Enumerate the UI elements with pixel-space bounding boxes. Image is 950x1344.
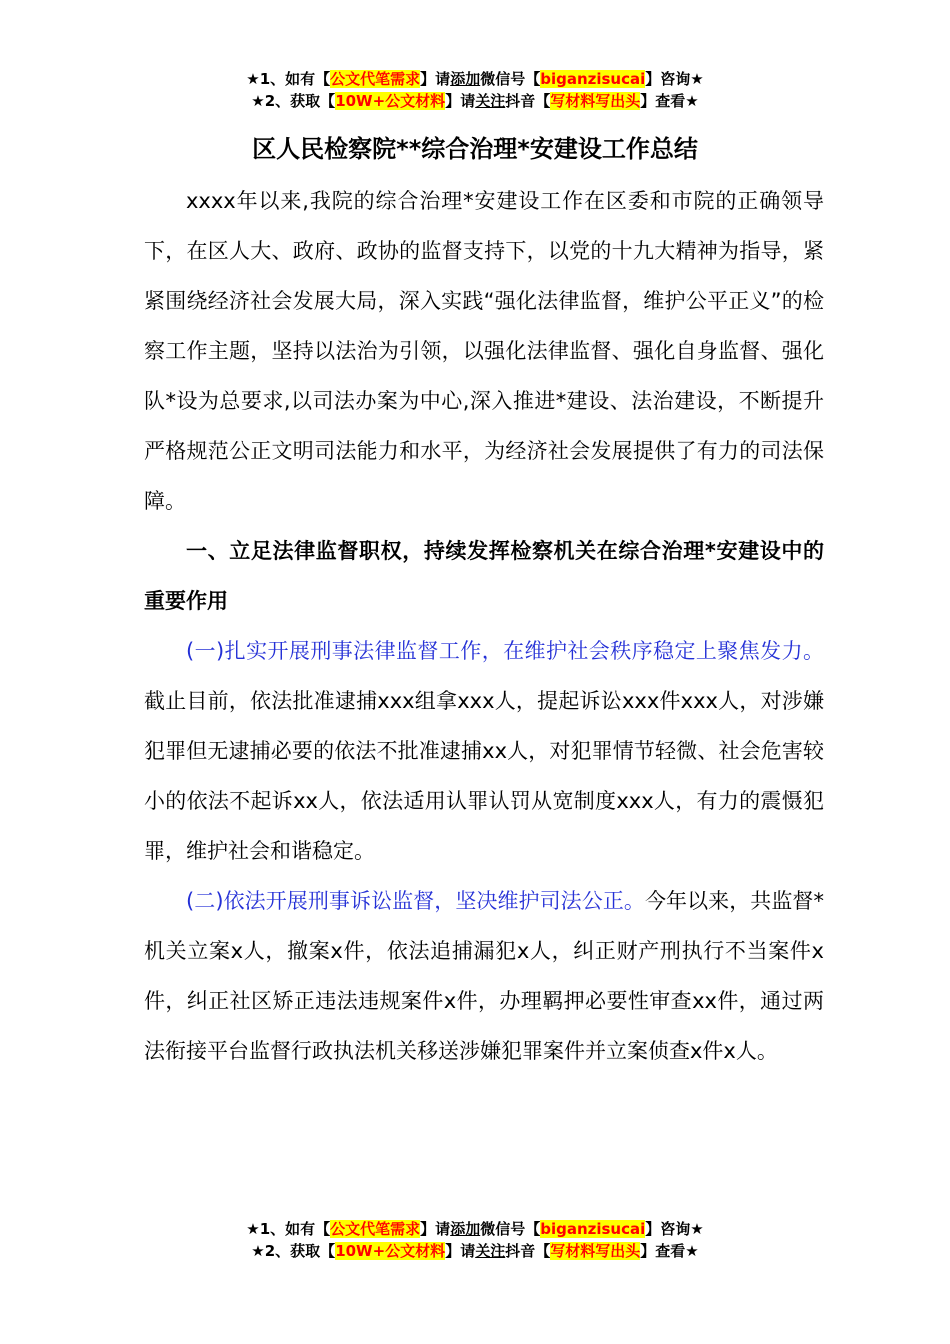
promo-line-1: ★1、如有【公文代笔需求】请添加微信号【biganzisucai】咨询★ (246, 1220, 704, 1238)
item-paragraph-2 (144, 876, 824, 1076)
promo-line-2: ★2、获取【10W+公文材料】请关注抖音【写材料写出头】查看★ (251, 1242, 699, 1260)
wechat-id-highlight: biganzisucai (540, 70, 646, 88)
item-paragraph-1 (144, 626, 824, 876)
document-title: 区人民检察院**综合治理*安建设工作总结 (252, 135, 698, 163)
item-heading: (一)扎实开展刑事法律监督工作，在维护社会秩序稳定上聚焦发力。 (186, 639, 824, 663)
item-body: 今年以来，共监督*机关立案x人，撤案x件，依法追捕漏犯x人，纠正财产刑执行不当案件x件，纠正社区矫正违法违规案件x件，办理羁押必要性审查xx件，通过两法衔接平台监督行政执法机关移送涉嫌犯罪案件并立案侦查x件x人。 (144, 889, 824, 1063)
douyin-id-highlight: 写材料写出头 (550, 92, 641, 110)
header-promo-banner (0, 68, 950, 112)
item-heading: (二)依法开展刑事诉讼监督，坚决维护司法公正。 (186, 889, 645, 913)
promo-line-1: ★1、如有【公文代笔需求】请添加微信号【biganzisucai】咨询★ (246, 70, 704, 88)
highlight-text: 公文代笔需求 (330, 1220, 421, 1238)
wechat-id-highlight: biganzisucai (540, 1220, 646, 1238)
footer-promo-banner (0, 1218, 950, 1262)
item-body: 截止目前，依法批准逮捕xxx组拿xxx人，提起诉讼xxx件xxx人，对涉嫌犯罪但无逮捕必要的依法不批准逮捕xx人，对犯罪情节轻微、社会危害较小的依法不起诉xx人，依法适用认罪认罚从宽制度xxx人，有力的震慑犯罪，维护社会和谐稳定。 (144, 689, 824, 863)
document-body (144, 176, 824, 1076)
intro-paragraph: xxxx年以来,我院的综合治理*安建设工作在区委和市院的正确领导下，在区人大、政府、政协的监督支持下，以党的十九大精神为指导，紧紧围绕经济社会发展大局，深入实践“强化法律监督，维护公平正义”的检察工作主题，坚持以法治为引领，以强化法律监督、强化自身监督、强化队*设为总要求,以司法办案为中心,深入推进*建设、法治建设，不断提升严格规范公正文明司法能力和水平，为经济社会发展提供了有力的司法保障。 (144, 189, 824, 513)
douyin-id-highlight: 写材料写出头 (550, 1242, 641, 1260)
promo-line-2: ★2、获取【10W+公文材料】请关注抖音【写材料写出头】查看★ (251, 92, 699, 110)
section-heading: 一、立足法律监督职权，持续发挥检察机关在综合治理*安建设中的重要作用 (144, 539, 824, 613)
highlight-text: 10W+公文材料 (335, 92, 446, 110)
highlight-text: 公文代笔需求 (330, 70, 421, 88)
highlight-text: 10W+公文材料 (335, 1242, 446, 1260)
